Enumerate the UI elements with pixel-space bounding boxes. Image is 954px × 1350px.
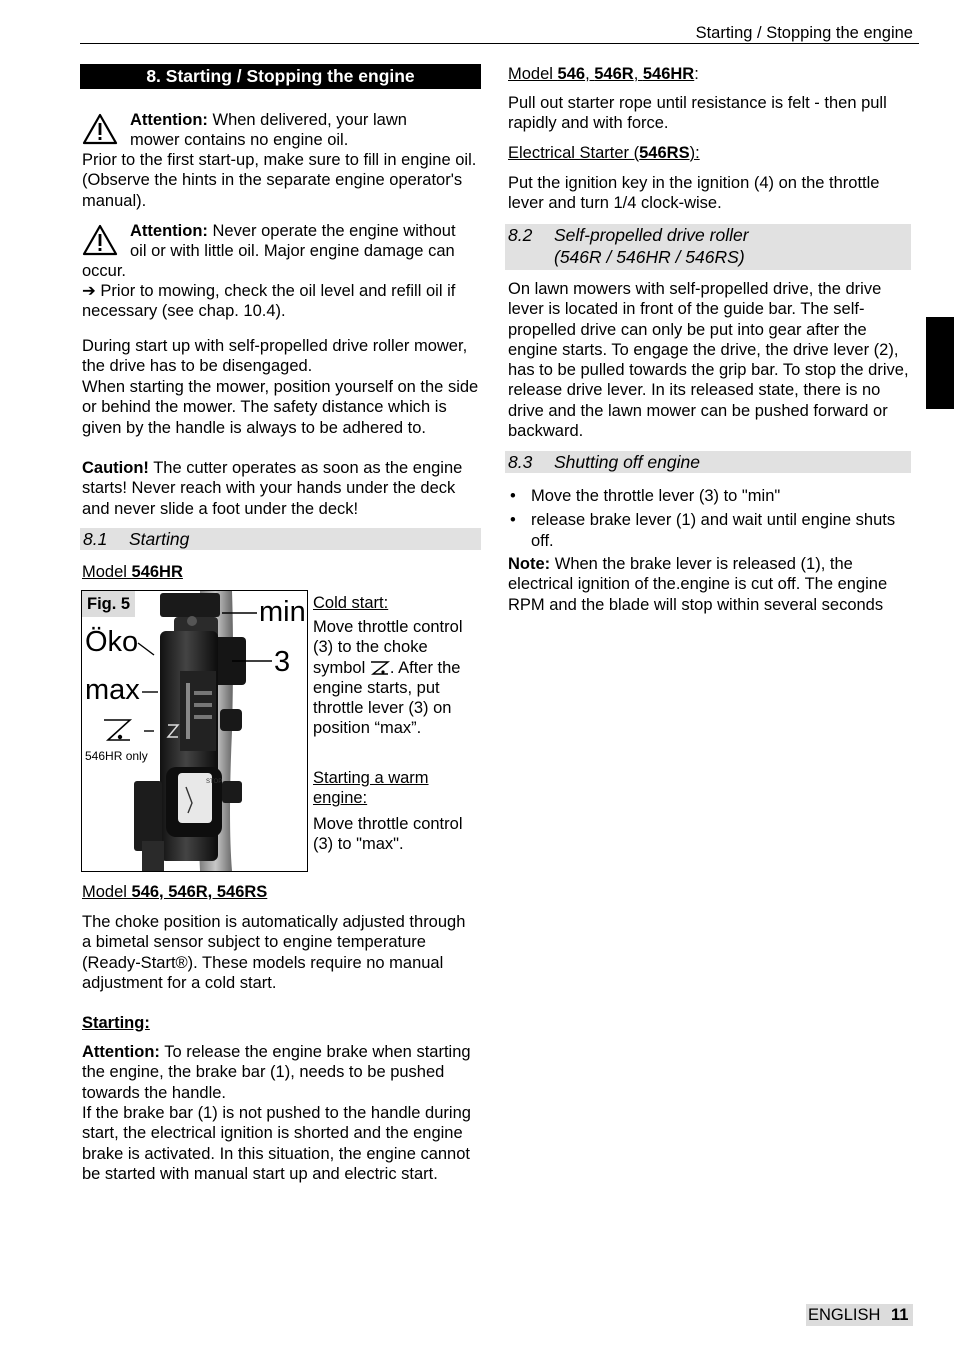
section-title-line1: Self-propelled drive roller [554,225,749,245]
model-546: 546 [557,65,586,83]
section-number: 8.1 [83,529,108,549]
attention-label: Attention: [130,222,208,240]
starting-heading [82,1013,150,1033]
max-label: max [85,674,140,706]
model-546rs: 546RS [639,144,690,162]
warning1-heading [130,110,480,151]
cold-start-heading-text: Cold start: [313,594,389,612]
warning2-line2: oil or with little oil. Major engine damage can [130,242,455,261]
figure-5 [81,590,308,872]
546hr-only-note: 546HR only [85,749,148,763]
warm-start-heading [313,768,481,809]
warning1-line2: mower contains no engine oil. [130,131,349,150]
choke-paragraph: The choke position is automatically adjusted through a bimetal sensor subject to engine temperature (Ready-Start®). These models require no manual adjustment for a cold start. [82,913,466,992]
model-prefix: Model [82,883,132,901]
starting-heading-text: Starting: [82,1014,150,1032]
attention-label: Attention: [130,111,208,129]
electrical-prefix: Electrical Starter ( [508,144,640,162]
model-546-label [82,882,267,902]
warning-triangle-icon [82,224,118,256]
page-number: 11 [891,1306,909,1324]
separator: , [633,65,643,83]
figure-label: Fig. 5 [82,591,135,617]
section-title: Starting [129,529,190,549]
warm-start-heading-text: Starting a warm engine: [313,769,429,808]
warning2-heading [130,221,482,262]
stop-label: STOP [206,779,223,785]
section-8-1-heading [80,528,481,550]
attention-brake-text: To release the engine brake when starting the engine, the brake bar (1), needs to be pushed towards the handle. [82,1043,471,1102]
electrical-starter-label [508,143,700,163]
position-3-label: 3 [274,646,291,678]
warning2-line1: Never operate the engine without [207,222,456,240]
cold-start-heading [313,593,388,613]
section-thumb-tab [926,317,954,409]
attention-label: Attention: [82,1043,160,1061]
warning-triangle-icon [82,113,118,145]
warning1-line1: When delivered, your lawn [207,111,407,129]
warm-start-text: Move throttle control (3) to "max". [313,815,463,854]
warning1-text: Prior to the first start-up, make sure to fill in engine oil. (Observe the hints in the separate engine operator's manual). [82,151,477,210]
section-title-line2: (546R / 546HR / 546RS) [554,247,745,267]
footer-language: ENGLISH [808,1306,881,1324]
caution-label: Caution! [82,459,149,477]
list-item: • Move the throttle lever (3) to "min" [508,486,908,506]
startup-paragraph: During start up with self-propelled drive roller mower, the drive has to be disengaged. [82,337,468,376]
warning2-line3: occur. [82,262,127,280]
model-numbers: 546, 546R, 546RS [131,883,268,901]
colon: : [694,65,699,83]
chapter-title: 8. Starting / Stopping the engine [80,64,481,89]
drive-paragraph: On lawn mowers with self-propelled drive, the drive lever is located in front of the guide bar. The self-propelled drive can only be put into gear after the engine starts. To engage the drive, the drive lever (2), has to be pulled towards the grip bar. To stop the drive, release drive lever. In its released state, there is no drive and the lawn mower can be pushed forward or backward. [508,280,909,441]
shutdown-steps-list [508,486,908,551]
section-number: 8.2 [508,225,533,245]
model-number: 546HR [131,563,183,581]
model-line [508,64,699,84]
note-label: Note: [508,555,551,573]
choke-symbol-icon [370,660,390,676]
section-number: 8.3 [508,452,533,472]
arrow-right-icon: ➔ [82,282,96,300]
cold-start-text-1: Move throttle control (3) to the choke symbol [313,618,463,677]
oil-check-body: Prior to mowing, check the oil level and refill oil if necessary (see chap. 10.4). [82,282,456,321]
separator: , [585,65,595,83]
header-rule [80,43,919,44]
note-text: When the brake lever is released (1), the electrical ignition of the.engine is cut off. The engine RPM and the blade will stop within several seconds [508,555,888,614]
ignition-paragraph: Put the ignition key in the ignition (4) on the throttle lever and turn 1/4 clock-wise. [508,174,880,213]
model-prefix: Model [82,563,132,581]
brake-paragraph: If the brake bar (1) is not pushed to the handle during start, the electrical ignition is shorted and the engine brake is activated. In this situation, the engine cannot be started with manual start up and electric start. [82,1104,471,1183]
section-8-2-heading [505,224,911,270]
section-title: Shutting off engine [554,452,700,472]
cold-start-text-2: . After the engine starts, put throttle lever (3) on position “max”. [313,658,461,738]
pull-rope-paragraph: Pull out starter rope until resistance is felt - then pull rapidly and with force. [508,94,887,133]
min-label: min [259,596,306,628]
attention-brake-paragraph [82,1042,477,1103]
caution-text: The cutter operates as soon as the engine starts! Never reach with your hands under the deck and never slide a foot under the deck! [82,459,463,518]
caution-paragraph [82,458,482,519]
cold-start-text [313,617,481,739]
model-546hr-label [82,562,183,582]
model-prefix: Model [508,65,558,83]
model-546r: 546R [594,65,634,83]
oeko-label: Öko [85,626,139,658]
electrical-suffix: ): [689,144,700,162]
section-8-3-heading [505,451,911,473]
page-footer [806,1304,913,1326]
running-header: Starting / Stopping the engine [695,24,913,42]
oil-check-text [82,281,482,322]
list-item: • release brake lever (1) and wait until engine shuts off. [508,510,908,551]
model-546hr: 546HR [642,65,695,83]
position-paragraph: When starting the mower, position yourself on the side or behind the mower. The safety distance which is given by the handle is always to be adhered to. [82,378,479,437]
note-paragraph [508,554,908,615]
